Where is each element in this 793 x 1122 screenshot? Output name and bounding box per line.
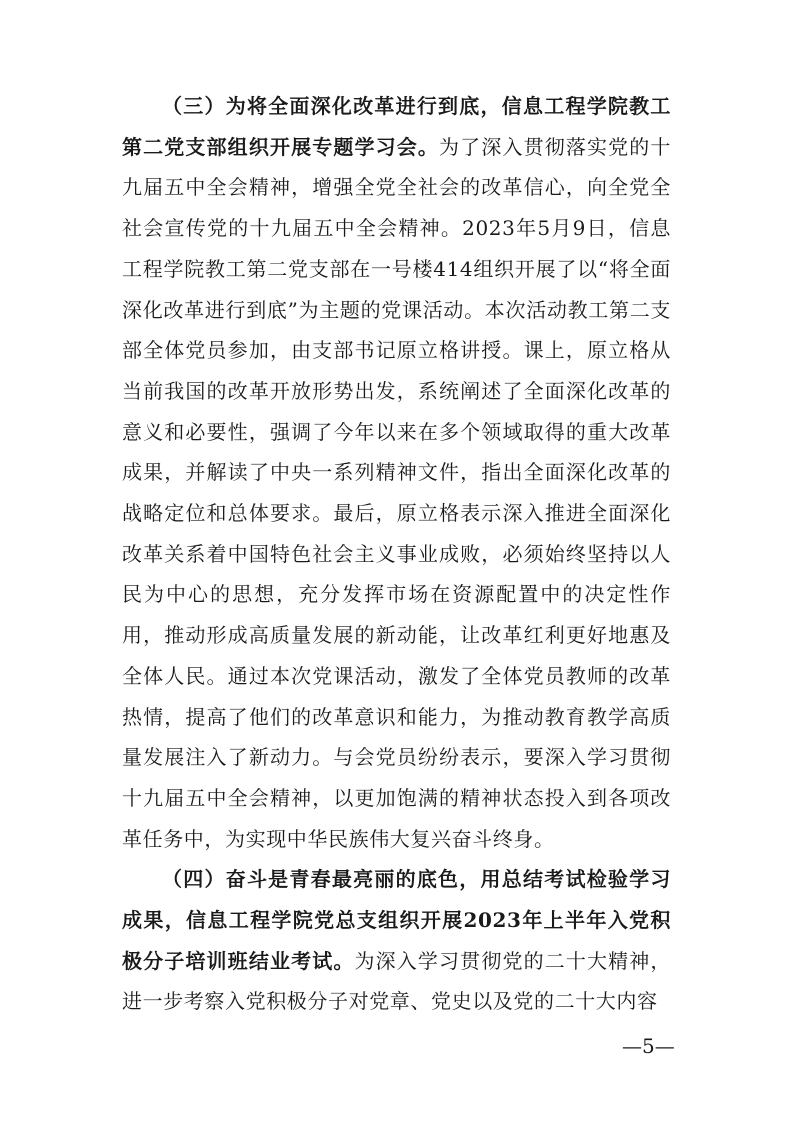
paragraph-section-3 (122, 86, 671, 859)
paragraph-text: 为了深入贯彻落实党的十九届五中全会精神，增强全党全社会的改革信心，向全党全社会宣传党的十九届五中全会精神。2023年5月9日，信息工程学院教工第二党支部在一号楼414组织开展了以“将全面深化改革进行到底”为主题的党课活动。本次活动教工第二支部全体党员参加，由支部书记原立格讲授。课上，原立格从当前我国的改革开放形势出发，系统阐述了全面深化改革的意义和必要性，强调了今年以来在多个领域取得的重大改革成果，并解读了中央一系列精神文件，指出全面深化改革的战略定位和总体要求。最后，原立格表示深入推进全面深化改革关系着中国特色社会主义事业成败，必须始终坚持以人民为中心的思想，充分发挥市场在资源配置中的决定性作用，推动形成高质量发展的新动能，让改革红利更好地惠及全体人民。通过本次党课活动，激发了全体党员教师的改革热情，提高了他们的改革意识和能力，为推动教育教学高质量发展注入了新动力。与会党员纷纷表示，要深入学习贯彻十九届五中全会精神，以更加饱满的精神状态投入到各项改革任务中，为实现中华民族伟大复兴奋斗终身。 (122, 134, 672, 851)
paragraph-heading: （四）奋斗是青春最亮丽的底色，用总结考试检验学习成果，信息工程学院党总支组织开展2023年上半年入党积极分子培训班结业考试。 (122, 867, 671, 973)
page-number: —5— (622, 1034, 675, 1058)
document-body (122, 86, 671, 1022)
paragraph-heading: （三）为将全面深化改革进行到底，信息工程学院教工第二党支部组织开展专题学习会。 (122, 94, 671, 159)
paragraph-section-4 (122, 859, 671, 1022)
paragraph-text: 为深入学习贯彻党的二十大精神，进一步考察入党积极分子对党章、党史以及党的二十大内容 (122, 948, 671, 1014)
